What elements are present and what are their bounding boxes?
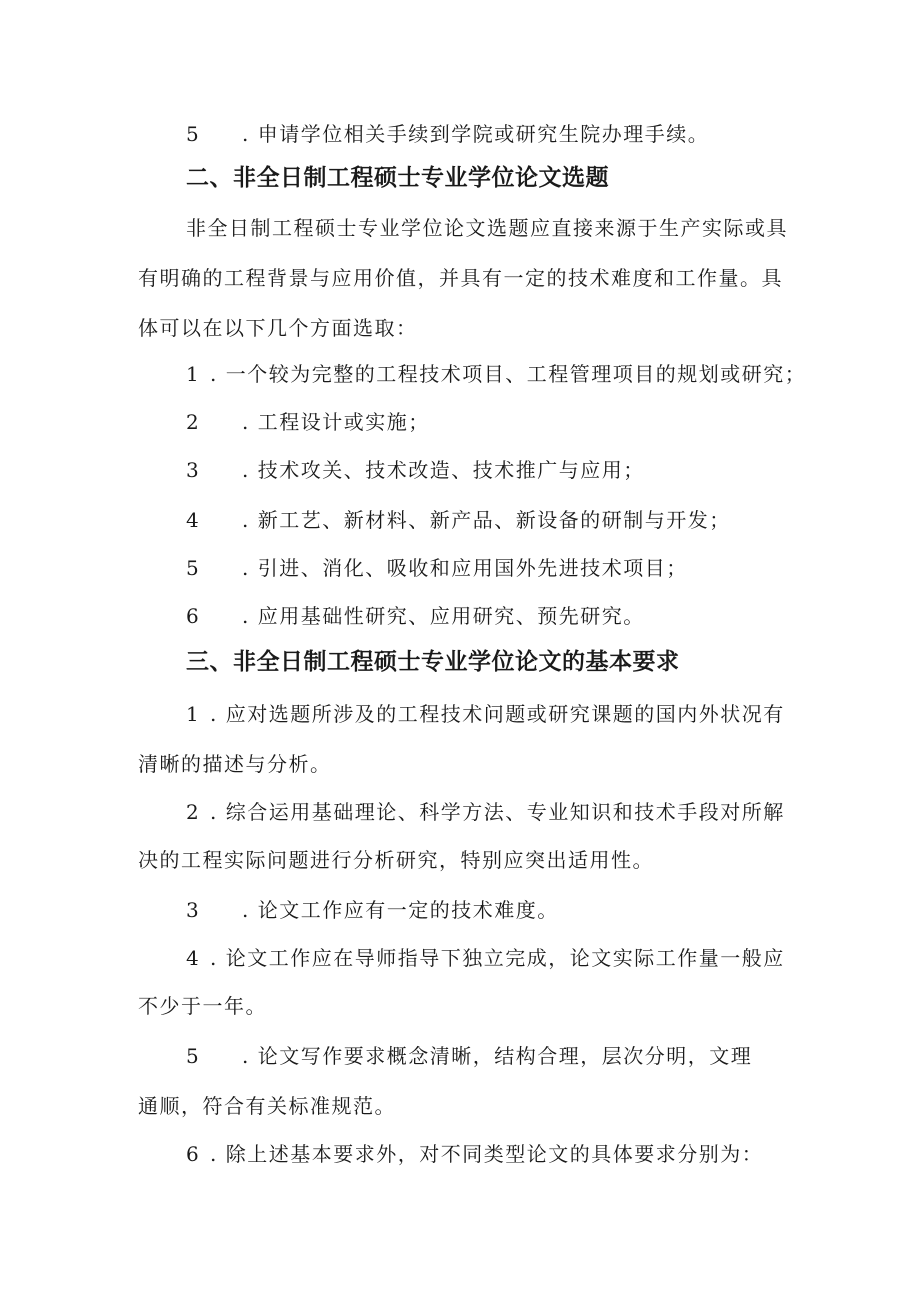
item-number: 6	[186, 1142, 201, 1166]
item-text: . 应用基础性研究、应用研究、预先研究。	[242, 604, 645, 628]
item-text: . 引进、消化、吸收和应用国外先进技术项目；	[242, 556, 688, 580]
item-text: . 新工艺、新材料、新产品、新设备的研制与开发；	[242, 508, 731, 532]
prev-list-item-5	[186, 122, 709, 146]
item-number: 6	[186, 604, 201, 628]
intro-line-3: 体可以在以下几个方面选取：	[138, 316, 418, 340]
topic-item-1	[186, 362, 806, 386]
item-text: . 申请学位相关手续到学院或研究生院办理手续。	[242, 122, 710, 146]
item-number: 1	[186, 362, 201, 386]
item-text: . 论文写作要求概念清晰，结构合理，层次分明，文理	[242, 1044, 753, 1068]
item-number: 3	[186, 898, 201, 922]
req-item-1-line-1	[186, 702, 785, 726]
item-text: . 技术攻关、技术改造、技术推广与应用；	[242, 458, 645, 482]
item-number: 4	[186, 508, 201, 532]
item-text: . 综合运用基础理论、科学方法、专业知识和技术手段对所解	[210, 800, 785, 824]
req-item-1-line-2: 清晰的描述与分析。	[138, 752, 332, 776]
section-2-heading: 二、非全日制工程硕士专业学位论文选题	[186, 165, 609, 191]
req-item-2-line-2: 决的工程实际问题进行分析研究，特别应突出适用性。	[138, 848, 654, 872]
intro-line-1: 非全日制工程硕士专业学位论文选题应直接来源于生产实际或具	[186, 216, 788, 240]
item-number: 1	[186, 702, 201, 726]
req-item-2-line-1	[186, 800, 785, 824]
item-number: 2	[186, 800, 201, 824]
intro-line-2: 有明确的工程背景与应用价值，并具有一定的技术难度和工作量。具	[138, 266, 783, 290]
item-number: 2	[186, 410, 201, 434]
req-item-4-line-2: 不少于一年。	[138, 994, 267, 1018]
topic-item-6	[186, 604, 645, 628]
req-item-4-line-1	[186, 946, 785, 970]
req-item-6	[186, 1142, 763, 1166]
item-text: . 一个较为完整的工程技术项目、工程管理项目的规划或研究；	[210, 362, 807, 386]
topic-item-5	[186, 556, 688, 580]
item-number: 4	[186, 946, 201, 970]
item-number: 5	[186, 1044, 201, 1068]
topic-item-4	[186, 508, 731, 532]
item-text: . 论文工作应有一定的技术难度。	[242, 898, 559, 922]
topic-item-2	[186, 410, 430, 434]
req-item-5-line-1	[186, 1044, 752, 1068]
item-number: 5	[186, 122, 201, 146]
topic-item-3	[186, 458, 645, 482]
item-text: . 论文工作应在导师指导下独立完成，论文实际工作量一般应	[210, 946, 785, 970]
section-3-heading: 三、非全日制工程硕士专业学位论文的基本要求	[186, 649, 680, 675]
item-number: 3	[186, 458, 201, 482]
req-item-5-line-2: 通顺，符合有关标准规范。	[138, 1094, 396, 1118]
item-text: . 工程设计或实施；	[242, 410, 430, 434]
req-item-3	[186, 898, 559, 922]
item-text: . 应对选题所涉及的工程技术问题或研究课题的国内外状况有	[210, 702, 785, 726]
item-number: 5	[186, 556, 201, 580]
item-text: . 除上述基本要求外，对不同类型论文的具体要求分别为：	[210, 1142, 764, 1166]
